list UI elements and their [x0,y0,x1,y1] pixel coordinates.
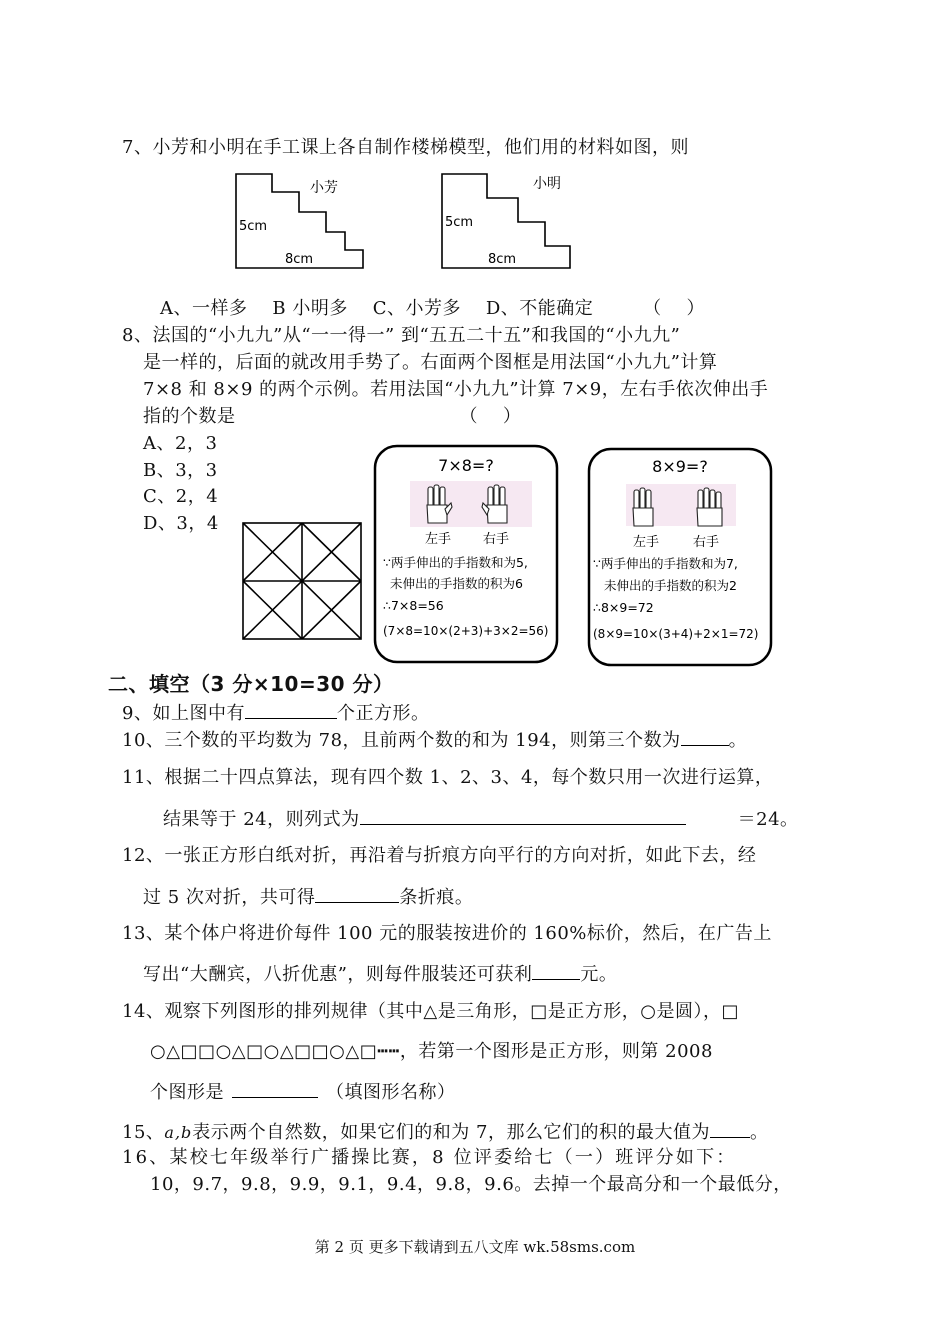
q8-line-1: 8、法国的“小九九”从“一一得一” 到“五五二十五”和我国的“小九九” [122,325,681,346]
stair-label-name: 小明 [533,176,561,192]
q13-answer-blank[interactable] [532,961,580,980]
q9 [122,700,429,726]
q10 [122,727,747,753]
q14-text-before: 个图形是 [150,1082,224,1103]
stair-label-width: 8cm [488,252,517,267]
q11-answer-blank[interactable] [360,806,686,825]
q8-option-b: B、3，3 [143,460,218,481]
box-title: 7×8=? [438,456,494,475]
stair-label-height: 5cm [239,219,268,234]
q12-answer-blank[interactable] [315,884,399,903]
box-line-2: 未伸出的手指数的积为2 [604,578,737,593]
q8-option-a: A、2，3 [143,433,218,454]
q9-answer-blank[interactable] [245,700,337,719]
q12-text-before: 过 5 次对折，共可得 [143,887,316,908]
stair-label-height: 5cm [445,215,474,230]
q12-text-after: 条折痕。 [399,887,474,908]
q14-answer-blank[interactable] [232,1079,318,1098]
box-line-3: ∴7×8=56 [383,598,444,613]
q13-text-after: 元。 [580,964,618,985]
box-line-4: (8×9=10×(3+4)+2×1=72) [593,627,759,641]
q15-text-before: 15、 [122,1122,165,1143]
q15-text-mid: 表示两个自然数，如果它们的和为 7，那么它们的积的最大值为 [192,1122,710,1143]
q8-option-d: D、3，4 [143,513,219,534]
section-heading: 二、填空（3 分×10=30 分） [108,672,394,696]
q8-option-c: C、2，4 [143,486,219,507]
q15-text-after: 。 [749,1122,769,1143]
q14-line-3 [150,1079,456,1105]
q12-line-1: 12、一张正方形白纸对折，再沿着与折痕方向平行的方向对折，如此下去，经 [122,845,757,866]
q7-text: 7、小芳和小明在手工课上各自制作楼梯模型，他们用的材料如图，则 [122,137,689,158]
stair-label-width: 8cm [285,252,314,267]
right-hand-icon [697,488,722,526]
q9-text-after: 个正方形。 [336,703,430,724]
q11-line-2 [163,806,799,832]
q8-line-2: 是一样的，后面的就改用手势了。右面两个图框是用法国“小九九”计算 [143,352,718,373]
right-hand-label: 右手 [692,535,720,550]
stair-figure-xiaofang [230,168,370,276]
french-multiplication-box-7x8 [372,443,560,665]
q15 [122,1119,768,1145]
q12-line-2 [143,884,473,910]
q9-text-before: 9、如上图中有 [122,703,245,724]
q13-line-2 [143,961,617,987]
q13-line-1: 13、某个体户将进价每件 100 元的服装按进价的 160%标价，然后，在广告上 [122,923,772,944]
q14-line-2: ○△□□○△□○△□□○△□┅┅，若第一个图形是正方形，则第 2008 [150,1041,713,1062]
q16-line-2: 10，9.7，9.8，9.9，9.1，9.4，9.8，9.6。去掉一个最高分和一个最低分， [150,1174,792,1195]
q7-options: A、一样多 B 小明多 C、小芳多 D、不能确定 （ ） [160,298,705,319]
q15-answer-blank[interactable] [710,1119,750,1138]
q13-text-before: 写出“大酬宾，八折优惠”，则每件服装还可获利 [143,964,533,985]
box-title: 8×9=? [652,457,708,476]
q8-line-4: 指的个数是 （ ） [143,406,522,427]
q10-answer-blank[interactable] [681,727,729,746]
q16-line-1: 16、某校七年级举行广播操比赛，8 位评委给七（一）班评分如下： [122,1147,737,1168]
right-hand-label: 右手 [482,532,510,547]
left-hand-label: 左手 [632,535,660,550]
box-line-2: 未伸出的手指数的积为6 [390,576,523,591]
left-hand-icon [633,488,653,526]
left-hand-label: 左手 [424,532,452,547]
q15-variables: a,b [164,1123,193,1142]
box-line-4: (7×8=10×(2+3)+3×2=56) [383,624,549,638]
q11-text-after: ＝24。 [737,809,799,830]
q14-line-1: 14、观察下列图形的排列规律（其中△是三角形，□是正方形，○是圆），□ [122,1001,739,1022]
page-footer: 第 2 页 更多下载请到五八文库 wk.58sms.com [314,1238,636,1256]
q11-text-before: 结果等于 24，则列式为 [163,809,360,830]
square-grid-figure [240,520,366,644]
box-line-1: ∵两手伸出的手指数和为5, [383,555,528,570]
q8-line-3: 7×8 和 8×9 的两个示例。若用法国“小九九”计算 7×9，左右手依次伸出手 [143,379,769,400]
q10-text-after: 。 [728,730,748,751]
q10-text-before: 10、三个数的平均数为 78，且前两个数的和为 194，则第三个数为 [122,730,681,751]
q11-line-1: 11、根据二十四点算法，现有四个数 1、2、3、4，每个数只用一次进行运算， [122,767,774,788]
stair-label-name: 小芳 [310,180,338,196]
stair-figure-xiaoming [436,168,576,276]
french-multiplication-box-8x9 [586,446,774,668]
box-line-3: ∴8×9=72 [593,600,654,615]
q14-text-after: （填图形名称） [326,1082,456,1103]
box-line-1: ∵两手伸出的手指数和为7, [593,556,738,571]
